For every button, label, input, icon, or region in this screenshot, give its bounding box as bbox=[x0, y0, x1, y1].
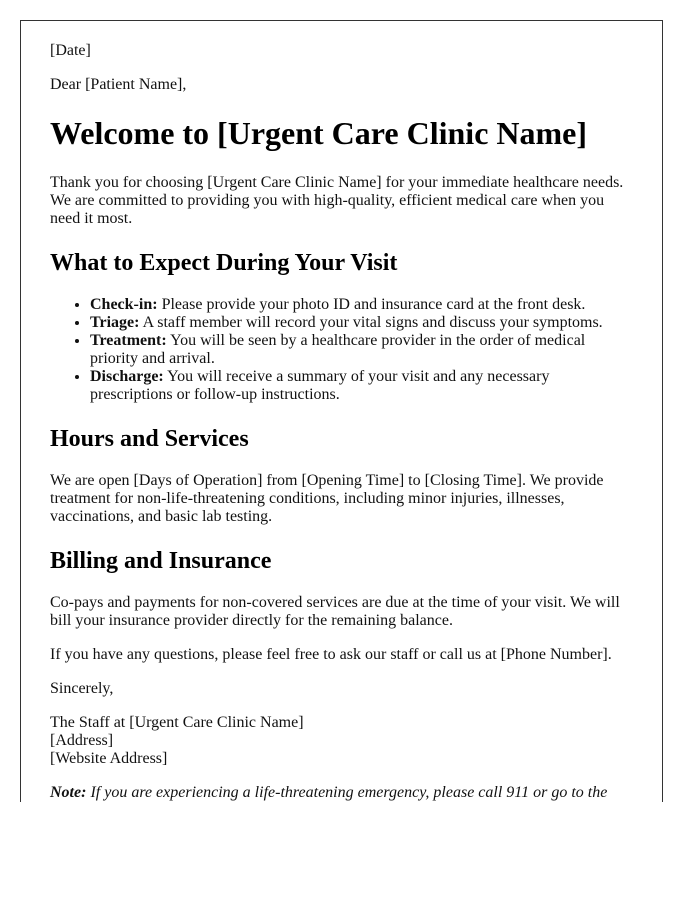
section-heading-hours: Hours and Services bbox=[50, 426, 249, 452]
questions-paragraph: If you have any questions, please feel free to ask our staff or call us at [Phone Number]. bbox=[50, 646, 612, 663]
list-item-treatment bbox=[90, 332, 633, 368]
list-item-discharge bbox=[90, 368, 633, 404]
list-item-label: Treatment: bbox=[90, 332, 167, 349]
note-text: If you are experiencing a life-threatening emergency, please call 911 or go to the bbox=[86, 784, 608, 801]
signature-line-address: [Address] bbox=[50, 732, 114, 749]
billing-paragraph: Co-pays and payments for non-covered services are due at the time of your visit. We will bill your insurance provider directly for the remaining balance. bbox=[50, 594, 620, 629]
list-item-text: Please provide your photo ID and insurance card at the front desk. bbox=[157, 296, 586, 313]
hours-paragraph: We are open [Days of Operation] from [Opening Time] to [Closing Time]. We provide treatment for non-life-threatening conditions, including minor injuries, illnesses, vaccinations, and basic lab testing. bbox=[50, 472, 604, 525]
list-item-triage bbox=[90, 314, 633, 332]
emergency-note bbox=[50, 784, 633, 802]
signature-block bbox=[50, 714, 633, 768]
signature-line-staff: The Staff at [Urgent Care Clinic Name] bbox=[50, 714, 304, 731]
note-label: Note: bbox=[50, 784, 87, 801]
signature-line-website: [Website Address] bbox=[50, 750, 168, 767]
welcome-letter bbox=[20, 20, 663, 802]
list-item-label: Check-in: bbox=[90, 296, 158, 313]
list-item-check-in bbox=[90, 296, 633, 314]
letter-date: [Date] bbox=[50, 42, 91, 59]
visit-steps-list bbox=[50, 296, 633, 404]
letter-title: Welcome to [Urgent Care Clinic Name] bbox=[50, 115, 588, 151]
list-item-label: Discharge: bbox=[90, 368, 164, 385]
section-heading-visit: What to Expect During Your Visit bbox=[50, 250, 398, 276]
salutation: Dear [Patient Name], bbox=[50, 76, 187, 93]
section-heading-billing: Billing and Insurance bbox=[50, 548, 272, 574]
list-item-text: A staff member will record your vital signs and discuss your symptoms. bbox=[139, 314, 603, 331]
intro-paragraph: Thank you for choosing [Urgent Care Clinic Name] for your immediate healthcare needs. We are committed to providing you with high-quality, efficient medical care when you need it most. bbox=[50, 174, 624, 227]
list-item-text: You will be seen by a healthcare provider in the order of medical priority and arrival. bbox=[90, 332, 586, 367]
list-item-label: Triage: bbox=[90, 314, 140, 331]
closing: Sincerely, bbox=[50, 680, 114, 697]
list-item-text: You will receive a summary of your visit and any necessary prescriptions or follow-up instructions. bbox=[90, 368, 550, 403]
